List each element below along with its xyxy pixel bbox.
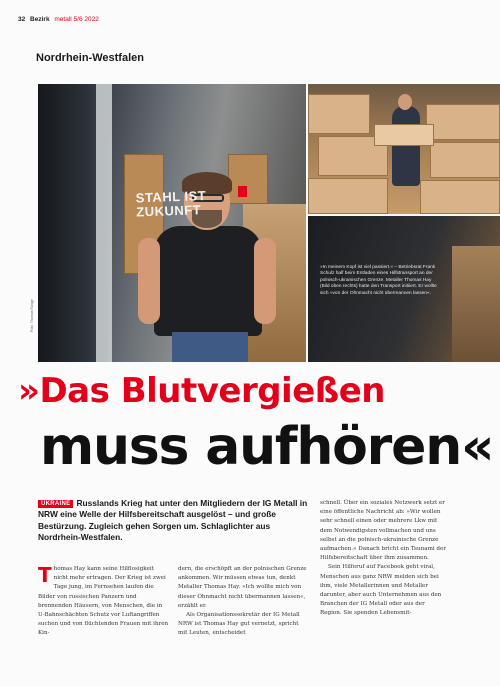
pallet (452, 246, 500, 362)
carried-box (374, 124, 434, 146)
body-column-3 (320, 499, 448, 619)
box (430, 142, 500, 178)
inset-person (392, 106, 420, 186)
body-text: homas Hay kann seine Hilflosigkeit nicht mehr ertragen. Der Krieg ist zwei Tage jung, im Fernsehen laufen die Bilder von russischen Panzern und brennenden Häusern, von Menschen, die in U-Bahnschächten Schutz vor Luftangriffen suchen und von flüchtenden Frauen mit ihren Kin- (38, 566, 169, 637)
lead-text: Russlands Krieg hat unter den Mitgliedern der IG Metall in NRW eine Welle der Hilfsbereitschaft ausgelöst – und große Bestürzung. Zugleich gehen Sorgen um. Schlaglichter aus Nordrhein-Westfalen. (38, 498, 308, 543)
dropcap: T (38, 563, 52, 587)
box (308, 178, 388, 214)
region-label: Nordrhein-Westfalen (36, 52, 144, 64)
headline-line-1: »Das Blutvergießen (18, 371, 385, 411)
jeans (172, 332, 248, 362)
body-text: dern, die erschöpft an der polnischen Grenze ankommen. Wir müssen etwas tun, denkt Metaller Thomas Hay. »Ich wollte mich von dieser Ohnmacht nicht übermannen lassen«, erzählt er. (178, 566, 307, 609)
magazine-issue: metall 5/6 2022 (54, 16, 99, 23)
photo-credit: Foto: Thomas Range (30, 299, 34, 332)
shirt-print-line: ZUKUNFT (135, 202, 202, 220)
right-arm (254, 238, 276, 324)
body-text: schnell. Über ein soziales Netzwerk setzt er eine öffentliche Nachricht ab: »Wir wollen sehr schnell einen oder mehrere Lkw mit dem Notwendigsten vollmachen und uns selbst an die polnisch-ukrainische Grenze aufmachen.« Danach bricht ein Tsunami der Hilfsbereitschaft über ihm zusammen. (320, 500, 447, 562)
truck-door (96, 84, 112, 362)
body-text: Sein Hilferuf auf Facebook geht viral, Menschen aus ganz NRW melden sich bei ihm, viele Metallerinnen und Metaller darunter, aber auch Unternehmen aus den Branchen der IG Metall oder aus der Region. Sie spenden Lebensmit- (320, 564, 442, 617)
shirt (154, 226, 262, 336)
photo-caption: »In meinem Kopf ist viel passiert.« – Betriebsrat Frank Schulz half beim Entladen eines Hilfstransport an der polnisch-ukrainischen Grenze. Metaller Thomas Hay (Bild oben rechts) hatte den Transport initiiert. Er wollte sich »von der Ohnmacht nicht übermannen lassen«. (320, 265, 437, 296)
ig-metall-logo-patch (238, 186, 247, 197)
shirt-print-line: STAHL IST (135, 188, 207, 206)
body-text: Als Organisationssekretär der IG Metall NRW ist Thomas Hay gut vernetzt, spricht mit Leuten, entscheidet (178, 612, 300, 637)
page-number: 32 (18, 16, 26, 23)
page-header (18, 16, 99, 23)
body-column-1 (38, 565, 170, 639)
shirt-print (136, 189, 221, 220)
body-column-2 (178, 565, 308, 639)
headline-line-2: muss aufhören« (40, 417, 494, 477)
box (420, 180, 500, 214)
inset-person-head (398, 94, 412, 110)
kicker-badge: UKRAINE (38, 500, 73, 508)
lead-paragraph (38, 498, 308, 544)
box (426, 104, 500, 140)
main-photo (38, 84, 306, 362)
box (308, 94, 370, 134)
inset-photo (308, 84, 500, 214)
left-arm (138, 238, 160, 324)
section-name: Bezirk (30, 16, 50, 23)
